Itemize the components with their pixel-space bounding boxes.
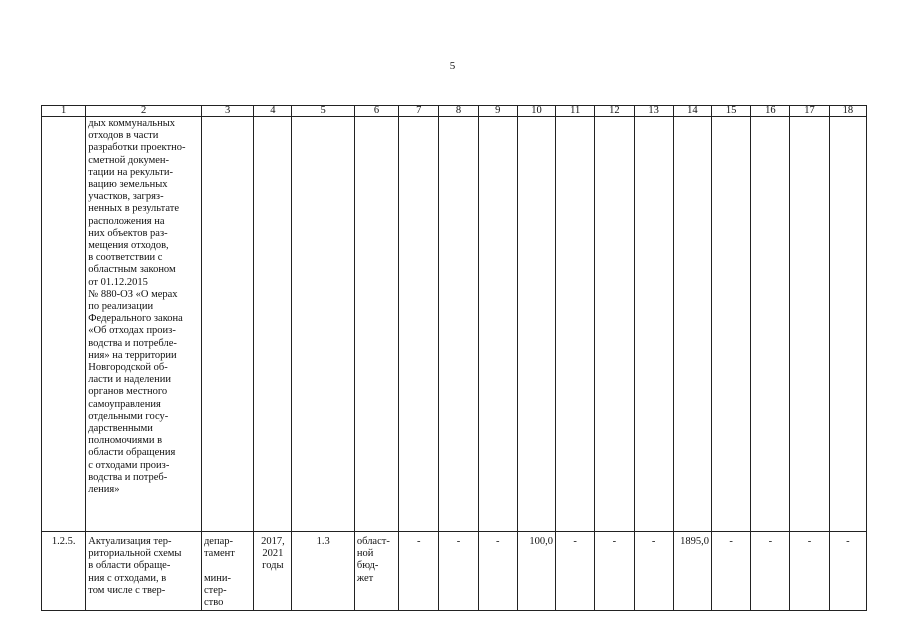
target-indicator: 1.3 — [292, 532, 354, 611]
column-number: 13 — [634, 106, 673, 117]
funding-value: - — [595, 532, 634, 611]
column-number: 14 — [673, 106, 711, 117]
table-row — [42, 117, 867, 532]
table-row — [42, 532, 867, 611]
table-cell — [399, 117, 439, 532]
column-number: 4 — [254, 106, 292, 117]
table-cell — [673, 117, 711, 532]
measures-table — [41, 105, 867, 611]
implementation-period: 2017, 2021 годы — [254, 532, 292, 611]
funding-value: 100,0 — [517, 532, 555, 611]
table-cell — [292, 117, 354, 532]
table-cell — [634, 117, 673, 532]
column-number: 6 — [354, 106, 398, 117]
column-number: 11 — [556, 106, 595, 117]
measure-description: дых коммунальных отходов в части разработки проектно- сметной докумен- тации на рекульти- вацию земельных участков, загряз- ненных в результате расположения на них объектов раз- мещения отходов, в соответствии с областным законом от 01.12.2015 № 880-ОЗ «О мерах по реализации Федерального закона «Об отходах произ- водства и потребле- ния» на территории Новгородской об- ласти и наделении органов местного самоуправления отдельными госу- дарственными полномочиями в области обращения с отходами произ- водства и потреб- ления» — [86, 117, 202, 532]
column-number-row — [42, 106, 867, 117]
table-cell — [354, 117, 398, 532]
funding-value: 1895,0 — [673, 532, 711, 611]
column-number: 18 — [829, 106, 866, 117]
column-number: 16 — [751, 106, 790, 117]
funding-value: - — [829, 532, 866, 611]
column-number: 10 — [517, 106, 555, 117]
table-cell — [42, 117, 86, 532]
funding-value: - — [634, 532, 673, 611]
funding-source: област- ной бюд- жет — [354, 532, 398, 611]
funding-value: - — [556, 532, 595, 611]
table-cell — [254, 117, 292, 532]
funding-value: - — [711, 532, 750, 611]
column-number: 15 — [711, 106, 750, 117]
column-number: 2 — [86, 106, 202, 117]
column-number: 17 — [790, 106, 829, 117]
table-cell — [556, 117, 595, 532]
column-number: 12 — [595, 106, 634, 117]
column-number: 7 — [399, 106, 439, 117]
table-cell — [595, 117, 634, 532]
table-cell — [201, 117, 253, 532]
responsible-executor: депар- тамент мини- стер- ство — [201, 532, 253, 611]
table-cell — [829, 117, 866, 532]
column-number: 3 — [201, 106, 253, 117]
column-number: 8 — [439, 106, 478, 117]
table-cell — [517, 117, 555, 532]
item-number: 1.2.5. — [42, 532, 86, 611]
measure-description: Актуализация тер- риториальной схемы в области обраще- ния с отходами, в том числе с твер- — [86, 532, 202, 611]
funding-value: - — [790, 532, 829, 611]
funding-value: - — [399, 532, 439, 611]
column-number: 9 — [478, 106, 517, 117]
table-cell — [711, 117, 750, 532]
column-number: 5 — [292, 106, 354, 117]
funding-value: - — [439, 532, 478, 611]
page-number: 5 — [449, 60, 456, 72]
table-cell — [790, 117, 829, 532]
funding-value: - — [751, 532, 790, 611]
funding-value: - — [478, 532, 517, 611]
table-cell — [751, 117, 790, 532]
table-cell — [439, 117, 478, 532]
column-number: 1 — [42, 106, 86, 117]
table-cell — [478, 117, 517, 532]
